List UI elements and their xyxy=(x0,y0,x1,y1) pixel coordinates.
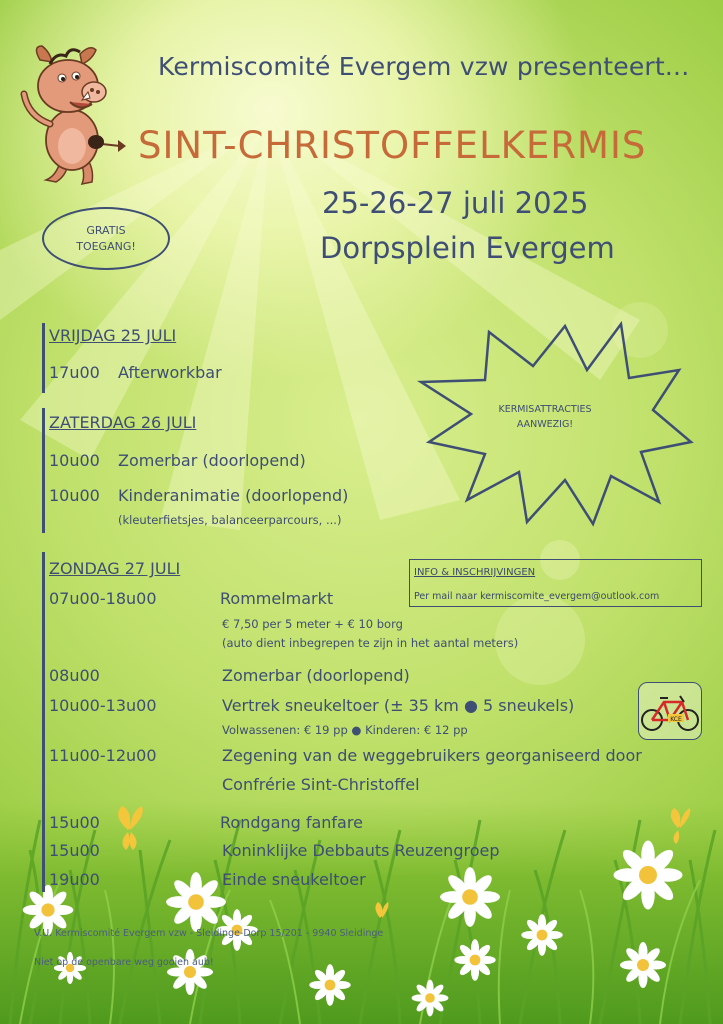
sunday-time-3: 11u00-12u00 xyxy=(49,746,157,765)
sunday-divider xyxy=(42,552,45,892)
info-box xyxy=(409,559,702,607)
publisher-line: V.U. Kermiscomité Evergem vzw - Sleidinge-Dorp 15/201 - 9940 Sleidinge xyxy=(34,928,384,939)
bicycle-icon xyxy=(638,682,702,740)
sunday-label-5: Koninklijke Debbauts Reuzengroep xyxy=(222,841,500,860)
friday-divider xyxy=(42,323,45,393)
saturday-label-0: Zomerbar (doorlopend) xyxy=(118,451,306,470)
starburst-line-2: AANWEZIG! xyxy=(516,419,574,430)
friday-label-0: Afterworkbar xyxy=(118,363,222,382)
sunday-time-0: 07u00-18u00 xyxy=(49,589,157,608)
litter-notice: Niet op de openbare weg gooien aub! xyxy=(34,957,214,968)
info-email[interactable]: Per mail naar kermiscomite_evergem@outlook.com xyxy=(414,591,660,602)
saturday-note-1: (kleuterfietsjes, balanceerparcours, ...) xyxy=(118,513,342,527)
sunday-label-4: Rondgang fanfare xyxy=(220,813,363,832)
sunday-time-2: 10u00-13u00 xyxy=(49,696,157,715)
sunday-note-0a: € 7,50 per 5 meter + € 10 borg xyxy=(222,617,403,631)
sunday-time-1: 08u00 xyxy=(49,666,100,685)
butterfly-icon xyxy=(118,806,143,850)
sunday-time-4: 15u00 xyxy=(49,813,100,832)
sunday-label-2: Vertrek sneukeltoer (± 35 km ● 5 sneukels) xyxy=(222,696,575,715)
boar-mascot-logo xyxy=(10,42,130,192)
friday-heading: VRIJDAG 25 JULI xyxy=(49,326,177,345)
badge-line-1: GRATIS xyxy=(86,223,126,237)
sunday-label-1: Zomerbar (doorlopend) xyxy=(222,666,410,685)
saturday-divider xyxy=(42,408,45,533)
event-location: Dorpsplein Evergem xyxy=(320,231,615,265)
sunday-label-3: Zegening van de weggebruikers georganiseerd door xyxy=(222,746,642,765)
sunday-label-3b: Confrérie Sint-Christoffel xyxy=(222,775,420,794)
sunday-label-0: Rommelmarkt xyxy=(220,589,334,608)
sunday-time-5: 15u00 xyxy=(49,841,100,860)
starburst-line-1: KERMISATTRACTIES xyxy=(498,404,592,415)
info-title: INFO & INSCHRIJVINGEN xyxy=(414,567,536,578)
sunday-heading: ZONDAG 27 JULI xyxy=(49,559,181,578)
sunday-note-0b: (auto dient inbegrepen te zijn in het aantal meters) xyxy=(222,636,519,650)
sunday-label-6: Einde sneukeltoer xyxy=(222,870,366,889)
intro-text: Kermiscomité Evergem vzw presenteert... xyxy=(158,52,690,81)
friday-time-0: 17u00 xyxy=(49,363,100,382)
starburst-text xyxy=(470,402,620,432)
bike-logo-text: KCE xyxy=(670,716,682,723)
saturday-label-1: Kinderanimatie (doorlopend) xyxy=(118,486,349,505)
event-title: SINT-CHRISTOFFELKERMIS xyxy=(138,124,647,167)
saturday-time-0: 10u00 xyxy=(49,451,100,470)
free-entry-badge xyxy=(42,207,170,270)
saturday-time-1: 10u00 xyxy=(49,486,100,505)
saturday-heading: ZATERDAG 26 JULI xyxy=(49,413,197,432)
sunday-note-2: Volwassenen: € 19 pp ● Kinderen: € 12 pp xyxy=(222,723,468,737)
event-dates: 25-26-27 juli 2025 xyxy=(322,186,589,220)
sunday-time-6: 19u00 xyxy=(49,870,100,889)
badge-line-2: TOEGANG! xyxy=(76,239,136,253)
